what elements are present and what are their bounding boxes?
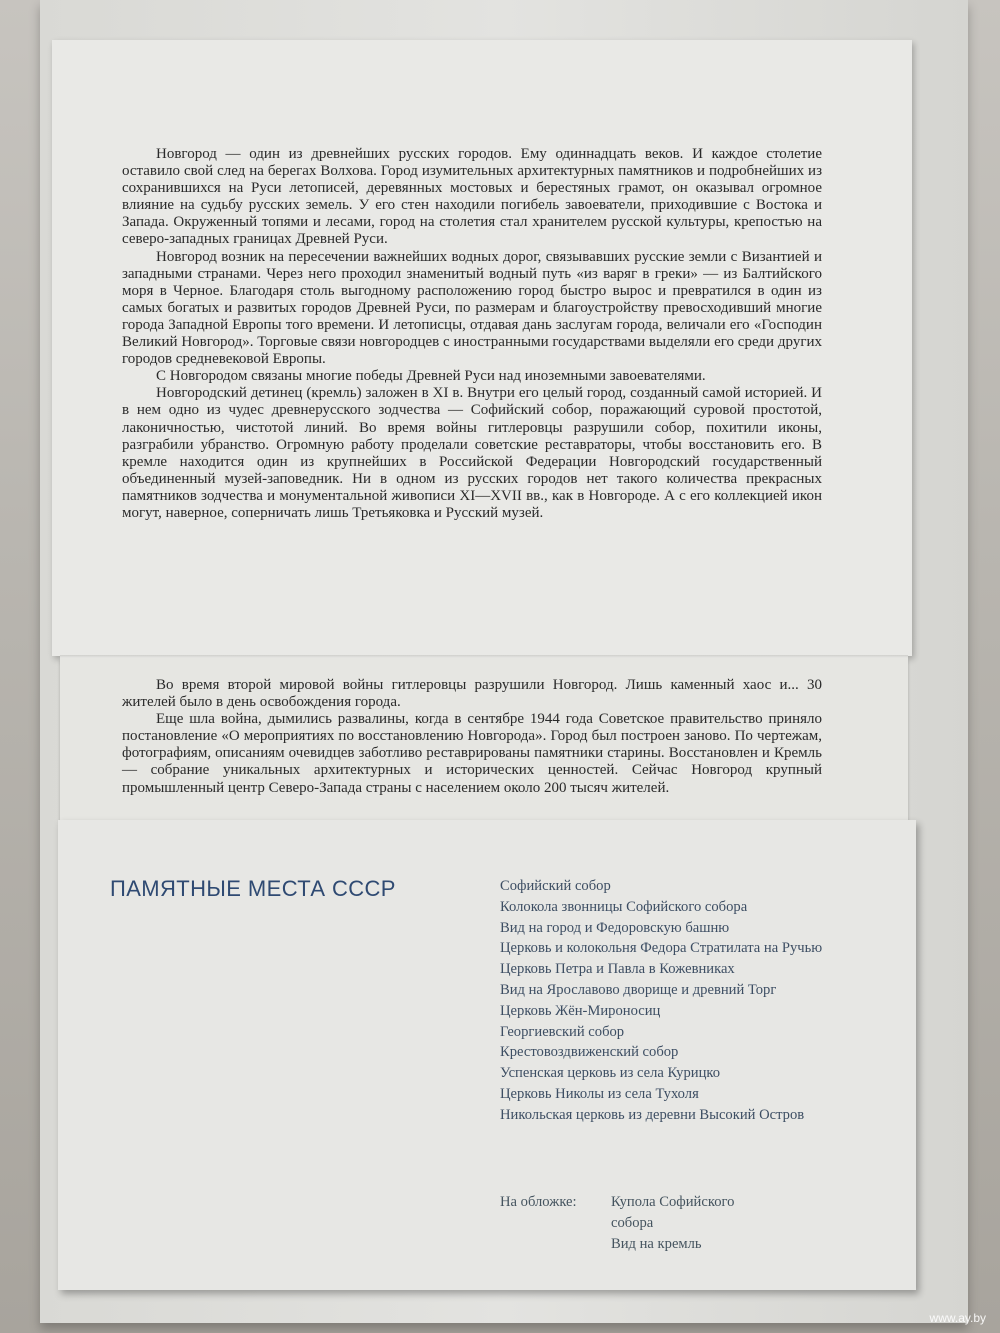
article-top [122,146,822,522]
article-mid [122,677,822,797]
list-item: Успенская церковь из села Курицко [500,1065,721,1082]
cover-item: Вид на кремль [611,1235,702,1252]
list-item: Крестовоздвиженский собор [500,1044,679,1061]
list-item: Вид на Ярославово дворище и древний Торг [500,981,777,998]
list-item: Церковь Николы из села Тухоля [500,1085,699,1102]
contents-list [500,876,840,1126]
list-item: Вид на город и Федоровскую башню [500,919,730,936]
paragraph: Новгородский детинец (кремль) заложен в XI в. Внутри его целый город, созданный самой историей. И в нем одно из чудес древнерусского зодчества — Софийский собор, поражающий суровой простотой, лаконичностью, чистотой линий. Во время войны гитлеровцы разрушили собор, похитили иконы, разграбили убранство. Огромную работу проделали советские реставраторы, чтобы восстановить его. В кремле находится один из крупнейших в Российской Федерации Новгородский государственный объединенный музей-заповедник. Ни в одном из русских городов нет такого количества прекрасных памятников зодчества и монументальной живописи XI—XVII вв., как в Новгороде. А с его коллекцией икон могут, наверное, соперничать лишь Третьяковка и Русский музей. [122,385,822,521]
paragraph: С Новгородом связаны многие победы Древней Руси над иноземными завоевателями. [156,368,706,385]
watermark: www.ay.by [929,1311,986,1325]
cover-item: собора [611,1214,654,1231]
series-title: ПАМЯТНЫЕ МЕСТА СССР [110,876,396,901]
paragraph: Во время второй мировой войны гитлеровцы разрушили Новгород. Лишь каменный хаос и... 30 жителей было в день освобождения города. [122,677,822,711]
paragraph: Новгород возник на пересечении важнейших водных дорог, связывавших русские земли с Византией и западными странами. Через него проходил знаменитый водный путь «из варяг в греки» — из Балтийского моря в Черное. Благодаря столь выгодному расположению город быстро вырос и превратился в один из самых богатых и развитых городов Древней Руси, по размерам и благоустройству превосходивший многие города Западной Европы того времени. И летописцы, отдавая дань заслугам города, величали его «Господин Великий Новгород». Торговые связи новгородцев с иностранными государствами выделяли его среди других городов средневековой Европы. [122,248,822,368]
list-item: Церковь и колокольня Федора Стратилата на Ручью [500,940,823,957]
cover-label: На обложке: [500,1194,577,1210]
list-item: Никольская церковь из деревни Высокий Остров [500,1106,805,1123]
paragraph: Новгород — один из древнейших русских городов. Ему одиннадцать веков. И каждое столетие оставило свой след на берегах Волхова. Город изумительных архитектурных памятников и подробнейших из сохранившихся на Руси летописей, деревянных мостовых и берестяных грамот, он оказывал огромное влияние на судьбу русских земель. У его стен находили погибель завоеватели, приходившие с Востока и Запада. Окруженный топями и лесами, город на столетия стал хранителем русской культуры, крепостью на северо-западных границах Древней Руси. [122,146,822,248]
list-item: Колокола звонницы Софийского собора [500,898,748,915]
cover-item: Купола Софийского [611,1194,735,1210]
list-item: Георгиевский собор [500,1023,625,1040]
list-item: Церковь Петра и Павла в Кожевниках [500,961,735,978]
list-item: Софийский собор [500,878,611,894]
paragraph: Еще шла война, дымились развалины, когда в сентябре 1944 года Советское правительство приняло постановление «О мероприятиях по восстановлению Новгорода». Город был построен заново. По чертежам, фотографиям, описаниям очевидцев заботливо реставрированы памятники старины. Восстановлен и Кремль — собрание уникальных архитектурных и исторических ценностей. Сейчас Новгород крупный промышленный центр Северо-Запада страны с населением около 200 тысяч жителей. [122,711,822,796]
list-item: Церковь Жён-Мироносиц [500,1002,661,1019]
cover-items [611,1192,811,1254]
